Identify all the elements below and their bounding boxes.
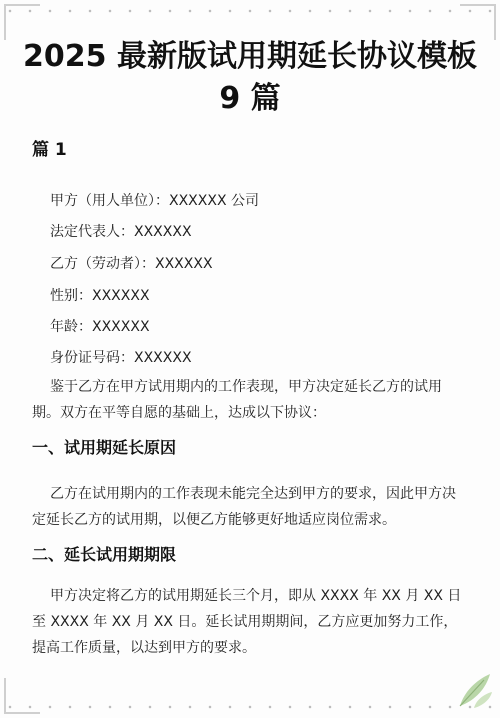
corner-ornament-top-left [4,4,40,40]
heading-extension-reason: 一、试用期延长原因 [32,438,177,457]
heading-extension-period: 二、延长试用期期限 [32,545,177,564]
paragraph-extension-reason: 乙方在试用期内的工作表现未能完全达到甲方的要求，因此甲方决定延长乙方的试用期，以便乙方能够更好地适应岗位需求。 [32,486,456,528]
corner-ornament-top-right [460,4,496,40]
field-gender: 性别：XXXXXX [50,288,150,304]
section-label: 篇 1 [32,140,67,160]
leaf-decoration-icon [454,670,494,710]
field-party-a: 甲方（用人单位）：XXXXXX 公司 [50,193,259,209]
paragraph-extension-period: 甲方决定将乙方的试用期延长三个月，即从 XXXX 年 XX 月 XX 日至 XXXX 年 XX 月 XX 日。延长试用期期间，乙方应更加努力工作，提高工作质量，以达到甲方的要求。 [32,588,462,656]
intro-paragraph: 鉴于乙方在甲方试用期内的工作表现，甲方决定延长乙方的试用期。双方在平等自愿的基础上，达成以下协议： [32,379,442,421]
field-party-b: 乙方（劳动者）：XXXXXX [50,256,213,272]
field-age: 年龄：XXXXXX [50,319,150,335]
corner-ornament-bottom-left [4,678,40,714]
dotted-border-top [0,8,500,14]
page-title: 2025 最新版试用期延长协议模板 9 篇 [23,39,477,116]
dotted-border-bottom [0,704,500,710]
field-legal-representative: 法定代表人：XXXXXX [50,224,192,240]
field-id-number: 身份证号码：XXXXXX [50,350,192,366]
